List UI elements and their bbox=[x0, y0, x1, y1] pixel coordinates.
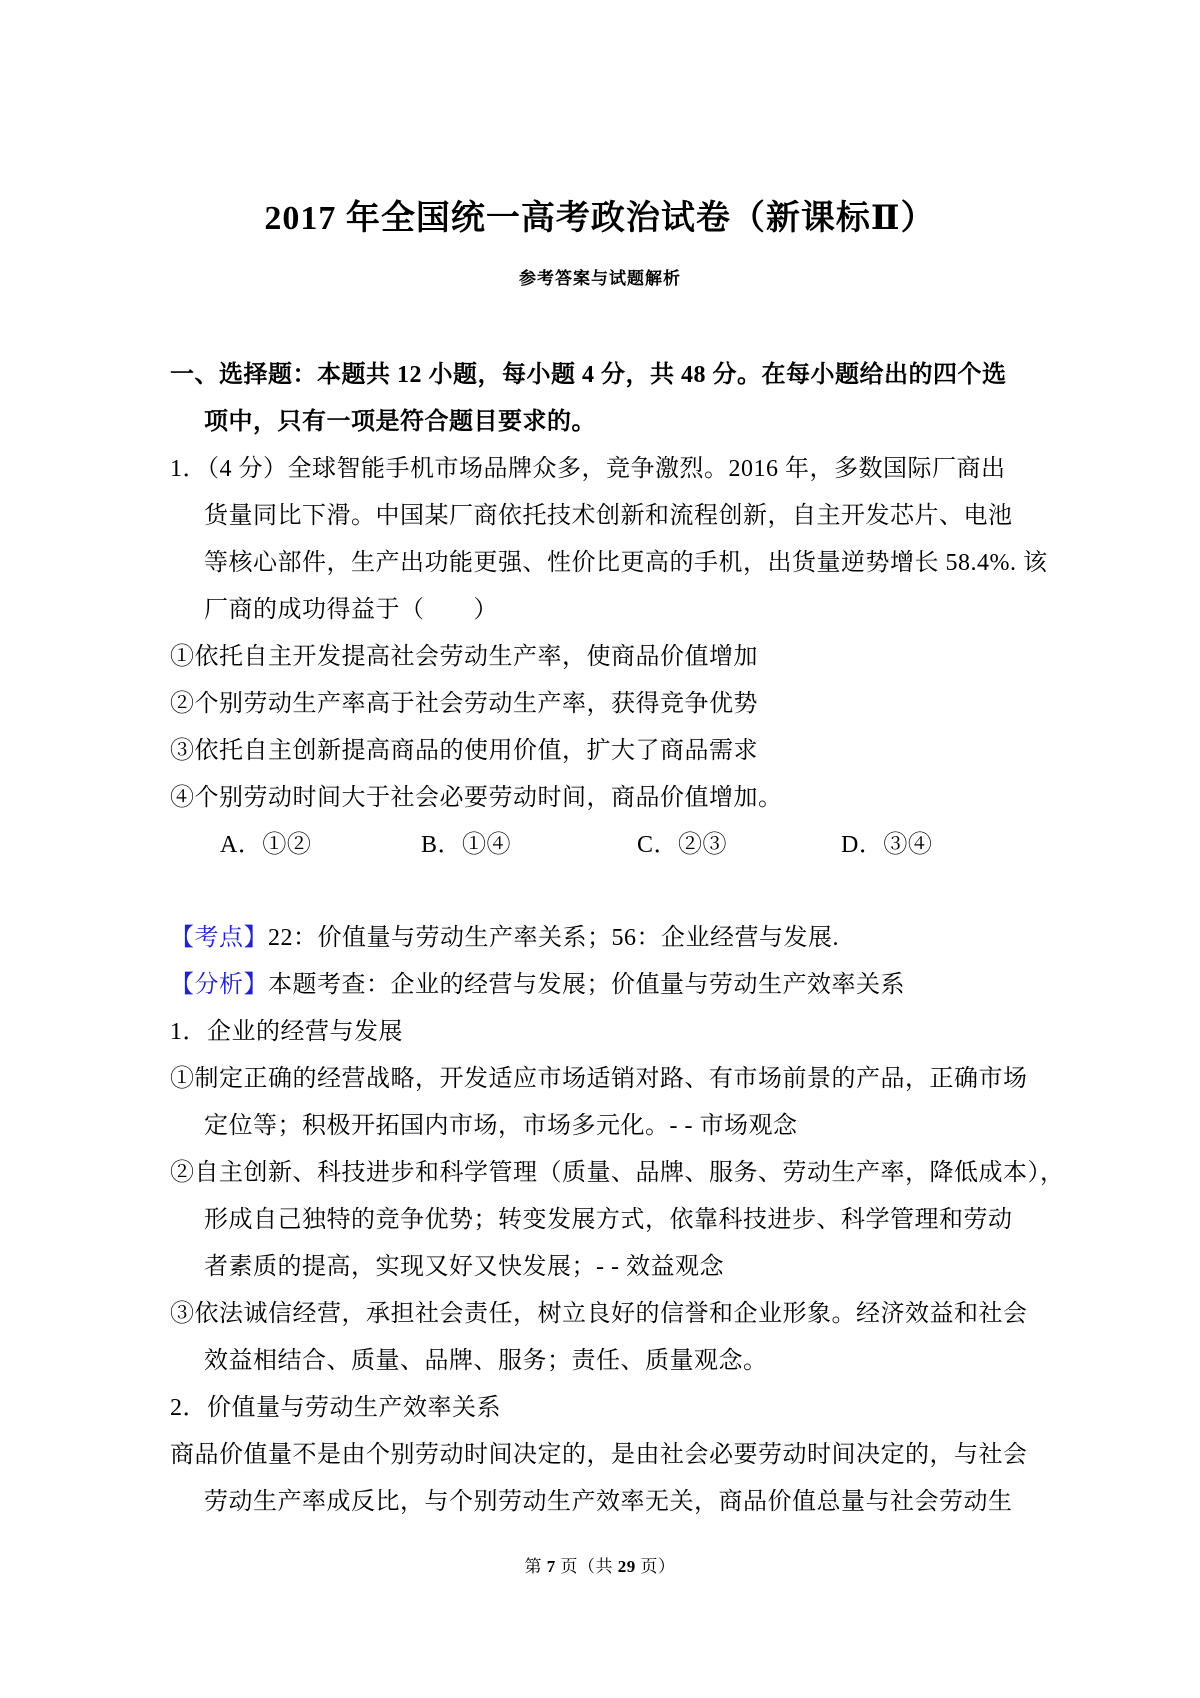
analysis-line: 劳动生产率成反比，与个别劳动生产效率无关，商品价值总量与社会劳动生 bbox=[204, 1489, 1013, 1515]
section-heading-line-1: 一、选择题：本题共 12 小题，每小题 4 分，共 48 分。在每小题给出的四个选 bbox=[170, 362, 1007, 388]
analysis-line: ①制定正确的经营战略，开发适应市场适销对路、有市场前景的产品，正确市场 bbox=[170, 1066, 1028, 1092]
fenxi-label: 【分析】 bbox=[170, 972, 268, 998]
exam-title: 2017 年全国统一高考政治试卷（新课标Ⅱ） bbox=[264, 200, 936, 237]
option-c: C．②③ bbox=[637, 832, 728, 858]
option-d: D．③④ bbox=[841, 832, 933, 858]
question-1-line-2: 货量同比下滑。中国某厂商依托技术创新和流程创新，自主开发芯片、电池 bbox=[204, 503, 1013, 529]
option-b: B．①④ bbox=[421, 832, 512, 858]
document-content bbox=[170, 352, 1065, 1526]
answer-options-row bbox=[170, 822, 1042, 869]
spacer bbox=[170, 869, 1042, 915]
footer-text: 页） bbox=[635, 1557, 676, 1576]
question-1-line-4: 厂商的成功得益于（ ） bbox=[204, 597, 498, 623]
analysis-line: ②自主创新、科技进步和科学管理（质量、品牌、服务、劳动生产率，降低成本）， bbox=[170, 1160, 1065, 1186]
statement-3: ③依托自主创新提高商品的使用价值，扩大了商品需求 bbox=[170, 738, 758, 764]
analysis-line: 形成自己独特的竞争优势；转变发展方式，依靠科技进步、科学管理和劳动 bbox=[204, 1207, 1013, 1233]
footer-text: 第 bbox=[524, 1557, 547, 1576]
fenxi-text: 本题考查：企业的经营与发展；价值量与劳动生产效率关系 bbox=[268, 972, 905, 998]
analysis-line: 效益相结合、质量、品牌、服务；责任、质量观念。 bbox=[204, 1348, 768, 1374]
analysis-line: 商品价值量不是由个别劳动时间决定的，是由社会必要劳动时间决定的，与社会 bbox=[170, 1442, 1028, 1468]
kaodian-label: 【考点】 bbox=[170, 925, 268, 951]
option-a: A．①② bbox=[220, 832, 312, 858]
question-1-line-3: 等核心部件，生产出功能更强、性价比更高的手机，出货量逆势增长 58.4%. 该 bbox=[204, 550, 1048, 576]
analysis-line: 2．价值量与劳动生产效率关系 bbox=[170, 1395, 501, 1421]
section-heading-line-2: 项中，只有一项是符合题目要求的。 bbox=[204, 409, 596, 435]
footer-total-pages: 29 bbox=[617, 1557, 636, 1576]
kaodian-text: 22：价值量与劳动生产率关系；56：企业经营与发展. bbox=[268, 925, 839, 951]
analysis-line: ③依法诚信经营，承担社会责任，树立良好的信誉和企业形象。经济效益和社会 bbox=[170, 1301, 1028, 1327]
kaodian-line bbox=[170, 915, 1042, 962]
question-1-line-1: 1．（4 分）全球智能手机市场品牌众多，竞争激烈。2016 年，多数国际厂商出 bbox=[170, 456, 1006, 482]
analysis-line: 1．企业的经营与发展 bbox=[170, 1019, 403, 1045]
statement-2: ②个别劳动生产率高于社会劳动生产率，获得竞争优势 bbox=[170, 691, 758, 717]
footer-text: 页（共 bbox=[555, 1557, 618, 1576]
page-footer bbox=[0, 1552, 1200, 1577]
footer-page-number: 7 bbox=[546, 1557, 556, 1576]
statement-1: ①依托自主开发提高社会劳动生产率，使商品价值增加 bbox=[170, 644, 758, 670]
fenxi-line bbox=[170, 962, 1042, 1009]
analysis-line: 者素质的提高，实现又好又快发展；- - 效益观念 bbox=[204, 1254, 724, 1280]
analysis-line: 定位等；积极开拓国内市场，市场多元化。- - 市场观念 bbox=[204, 1113, 798, 1139]
exam-subtitle: 参考答案与试题解析 bbox=[519, 269, 681, 288]
statement-4: ④个别劳动时间大于社会必要劳动时间，商品价值增加。 bbox=[170, 785, 783, 811]
